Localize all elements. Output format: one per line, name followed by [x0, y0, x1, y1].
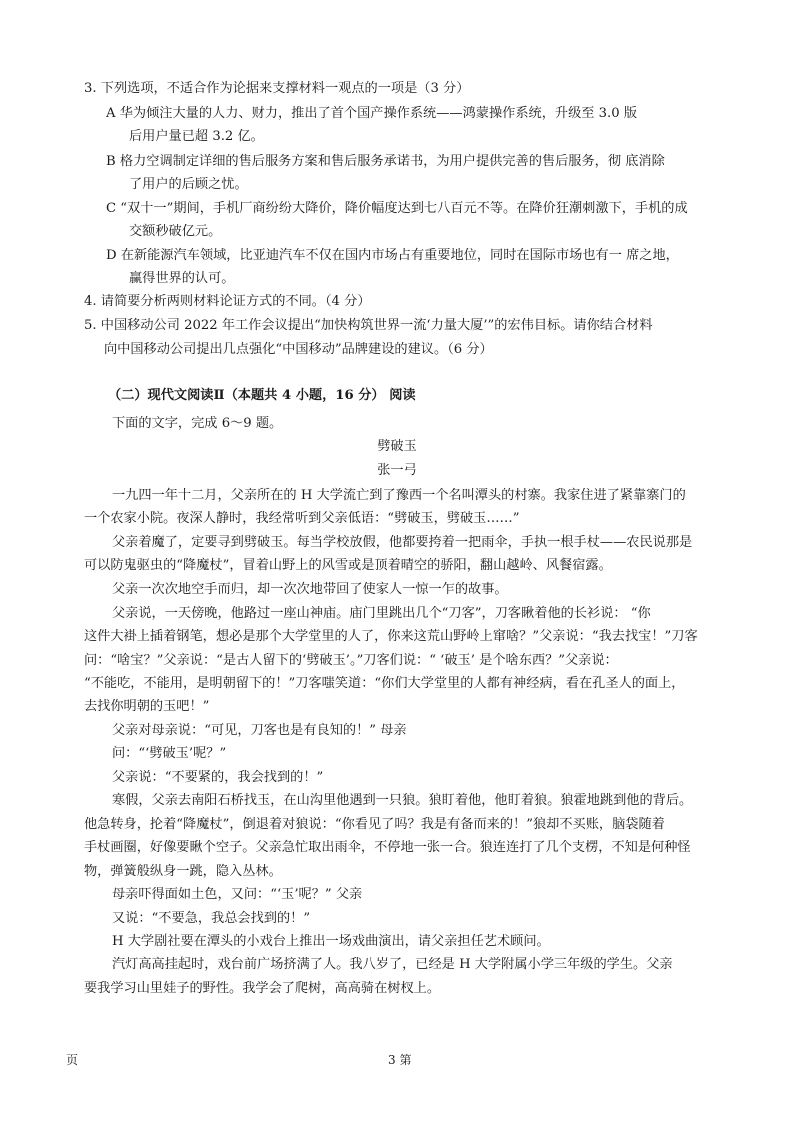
- story-line: 父亲说，一天傍晚，他路过一座山神庙。庙门里跳出几个“刀客”，刀客瞅着他的长衫说： “你: [112, 606, 651, 621]
- story-title: 劈破玉: [377, 439, 417, 454]
- option-d-line-1: D 在新能源汽车领域，比亚迪汽车不仅在国内市场占有重要地位，同时在国际市场也有一 席之地，: [106, 248, 679, 263]
- option-b-line-2: 了用户的后顾之忧。: [129, 177, 248, 192]
- story-line: “不能吃，不能用，是明朝留下的！”刀客嗤笑道：“你们大学堂里的人都有神经病，看在孔圣人的面上，: [84, 676, 685, 691]
- question-4: 4. 请简要分析两则材料论证方式的不同。（4 分）: [84, 294, 371, 309]
- option-d-line-2: 赢得世界的认可。: [129, 271, 235, 286]
- story-line: 要我学习山里娃子的野性。我学会了爬树，高高骑在树杈上。: [84, 981, 441, 996]
- option-c-line-2: 交额秒破亿元。: [129, 224, 222, 239]
- section-instruction: 下面的文字，完成 6～9 题。: [112, 416, 283, 431]
- question-5-line-1: 5. 中国移动公司 2022 年工作会议提出“加快构筑世界一流‘力量大厦’”的宏伟目标。请你结合材料: [84, 318, 653, 333]
- story-line: 父亲一次次地空手而归，却一次次地带回了使家人一惊一乍的故事。: [112, 582, 508, 597]
- story-line: 一个农家小院。夜深人静时，我经常听到父亲低语：“劈破玉，劈破玉……”: [84, 511, 520, 526]
- story-line: 一九四一年十二月，父亲所在的 H 大学流亡到了豫西一个名叫潭头的村寨。我家住进了紧靠寨门的: [112, 488, 686, 503]
- story-line: 父亲说：“不要紧的，我会找到的！”: [112, 770, 324, 785]
- story-line: 问：“‘劈破玉’呢？”: [112, 746, 227, 761]
- story-line: 寒假，父亲去南阳石桥找玉，在山沟里他遇到一只狼。狼盯着他，他盯着狼。狼霍地跳到他的背后。: [112, 793, 693, 808]
- story-line: 手杖画圈，好像要瞅个空子。父亲急忙取出雨伞，不停地一张一合。狼连连打了几个支楞，不知是何种怪: [84, 840, 691, 855]
- question-3-stem: 3. 下列选项，不适合作为论据来支撑材料一观点的一项是（3 分）: [84, 81, 470, 96]
- section-heading: （二）现代文阅读Ⅱ（本题共 4 小题，16 分） 阅读: [108, 388, 416, 403]
- story-author: 张一弓: [377, 463, 417, 478]
- story-line: 母亲吓得面如土色，又问：“‘玉’呢？” 父亲: [112, 887, 363, 902]
- story-line: 这件大褂上插着钢笔，想必是那个大学堂里的人了，你来这荒山野岭上窜啥？”父亲说：“我去找宝！”刀客: [84, 629, 698, 644]
- story-line: 去找你明朝的玉吧！”: [84, 699, 210, 714]
- option-b-line-1: B 格力空调制定详细的售后服务方案和售后服务承诺书，为用户提供完善的售后服务，彻 底消除: [106, 154, 665, 169]
- story-line: 父亲着魔了，定要寻到劈破玉。每当学校放假，他都要挎着一把雨伞，手执一根手杖——农民说那是: [112, 535, 693, 550]
- story-line: 可以防鬼驱虫的“降魔杖”，冒着山野上的风雪或是顶着晴空的骄阳，翻山越岭、风餐宿露。: [84, 558, 612, 573]
- story-line: 父亲对母亲说：“可见，刀客也是有良知的！” 母亲: [112, 723, 407, 738]
- question-5-line-2: 向中国移动公司提出几点强化“中国移动”品牌建设的建议。（6 分）: [104, 342, 493, 357]
- footer-page-number: 3 第: [388, 1053, 412, 1067]
- story-line: H 大学剧社要在潭头的小戏台上推出一场戏曲演出，请父亲担任艺术顾问。: [112, 934, 550, 949]
- option-a-line-2: 后用户量已超 3.2 亿。: [129, 129, 264, 144]
- story-line: 他急转身，抡着“降魔杖”，倒退着对狼说：“你看见了吗？我是有备而来的！”狼却不买账，脑袋随着: [84, 817, 665, 832]
- option-a-line-1: A 华为倾注大量的人力、财力，推出了首个国产操作系统——鸿蒙操作系统，升级至 3.0 版: [106, 106, 638, 121]
- story-line: 物，弹簧般纵身一跳，隐入丛林。: [84, 864, 282, 879]
- story-line: 又说：“不要急，我总会找到的！”: [112, 911, 311, 926]
- story-line: 问：“啥宝？”父亲说：“是古人留下的‘劈破玉’。”刀客们说：“ ‘破玉’ 是个啥东西？”父亲说：: [84, 653, 618, 668]
- story-line: 汽灯高高挂起时，戏台前广场挤满了人。我八岁了，已经是 H 大学附属小学三年级的学生。父亲: [112, 957, 673, 972]
- footer-page-label: 页: [66, 1053, 79, 1067]
- option-c-line-1: C “双十一”期间，手机厂商纷纷大降价，降价幅度达到七八百元不等。在降价狂潮刺激下，手机的成: [106, 201, 688, 216]
